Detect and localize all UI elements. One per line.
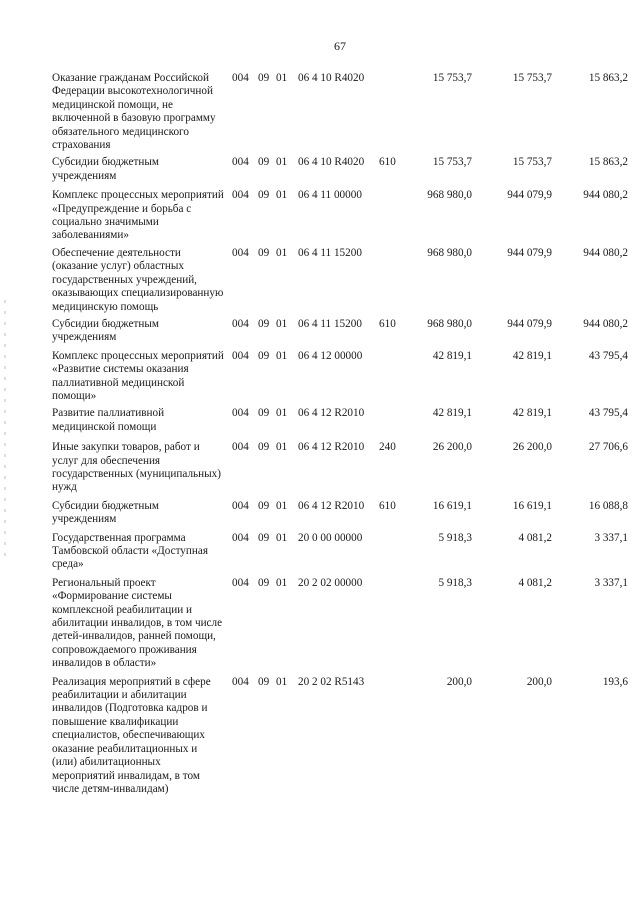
table-row [52, 532, 628, 572]
subsection-code: 01 [276, 246, 288, 259]
ministry-code: 004 [232, 246, 249, 259]
section-code: 09 [258, 407, 270, 420]
target-article-code: 06 4 12 R2010 [298, 407, 365, 420]
ministry-code: 004 [232, 576, 249, 589]
table-row [52, 318, 628, 345]
amount-year-1: 15 753,7 [432, 156, 472, 169]
subsection-code: 01 [276, 531, 288, 544]
ministry-code: 004 [232, 72, 249, 84]
table-row [52, 156, 628, 183]
row-name: Субсидии бюджетным учреждениям [52, 499, 159, 526]
amount-year-2: 200,0 [526, 675, 552, 688]
target-article-code: 06 4 12 00000 [298, 349, 363, 362]
target-article-code: 06 4 10 R4020 [298, 72, 365, 84]
ministry-code: 004 [232, 156, 249, 169]
subsection-code: 01 [276, 317, 288, 330]
subsection-code: 01 [276, 576, 288, 589]
amount-year-2: 944 079,9 [507, 246, 552, 259]
row-name: Иные закупки товаров, работ и услуг для обеспечения государственных (муниципальных) нужд [52, 441, 221, 494]
amount-year-2: 15 753,7 [512, 156, 552, 169]
amount-year-1: 15 753,7 [432, 72, 472, 84]
subsection-code: 01 [276, 189, 288, 202]
budget-table [52, 72, 628, 796]
amount-year-3: 43 795,4 [588, 407, 628, 420]
amount-year-3: 193,6 [602, 675, 628, 688]
amount-year-1: 200,0 [446, 675, 472, 688]
subsection-code: 01 [276, 441, 288, 454]
row-name: Региональный проект «Формирование системы комплексной реабилитации и абилитации инвалидов, в том числе детей-инвалидов, ранней помощи, сопровождаемого проживания инвалидов в области» [52, 576, 223, 670]
amount-year-3: 15 863,2 [588, 156, 628, 169]
table-row [52, 441, 628, 495]
target-article-code: 06 4 11 15200 [298, 317, 362, 330]
target-article-code: 06 4 12 R2010 [298, 499, 365, 512]
table-row [52, 407, 628, 434]
subsection-code: 01 [276, 156, 288, 169]
amount-year-3: 16 088,8 [588, 499, 628, 512]
amount-year-2: 4 081,2 [518, 576, 552, 589]
amount-year-2: 26 200,0 [512, 441, 552, 454]
section-code: 09 [258, 531, 270, 544]
amount-year-1: 968 980,0 [427, 317, 472, 330]
amount-year-1: 26 200,0 [432, 441, 472, 454]
target-article-code: 06 4 10 R4020 [298, 156, 365, 169]
expense-type-code: 610 [379, 499, 396, 512]
table-row [52, 247, 628, 314]
amount-year-1: 42 819,1 [432, 407, 472, 420]
amount-year-1: 16 619,1 [432, 499, 472, 512]
amount-year-2: 944 079,9 [507, 189, 552, 202]
table-row [52, 72, 628, 152]
amount-year-3: 3 337,1 [594, 576, 628, 589]
target-article-code: 20 0 00 00000 [298, 531, 363, 544]
row-name: Субсидии бюджетным учреждениям [52, 317, 159, 344]
ministry-code: 004 [232, 407, 249, 420]
amount-year-3: 3 337,1 [594, 531, 628, 544]
amount-year-1: 968 980,0 [427, 246, 472, 259]
ministry-code: 004 [232, 675, 249, 688]
section-code: 09 [258, 72, 270, 84]
page-number: 67 [334, 39, 346, 53]
ministry-code: 004 [232, 189, 249, 202]
table-row [52, 676, 628, 797]
amount-year-2: 42 819,1 [512, 407, 552, 420]
amount-year-3: 43 795,4 [588, 349, 628, 362]
amount-year-3: 944 080,2 [583, 189, 628, 202]
target-article-code: 06 4 11 00000 [298, 189, 362, 202]
ministry-code: 004 [232, 317, 249, 330]
table-row [52, 189, 628, 243]
target-article-code: 20 2 02 R5143 [298, 675, 365, 688]
expense-type-code: 610 [379, 156, 396, 169]
row-name: Обеспечение деятельности (оказание услуг) областных государственных учреждений, оказывающих специализированную медицинскую помощь [52, 246, 224, 313]
row-name: Развитие паллиативной медицинской помощи [52, 407, 165, 433]
row-name: Оказание гражданам Российской Федерации высокотехнологичной медицинской помощи, не включенной в базовую программу обязательного медицинского страхования [52, 72, 216, 152]
amount-year-1: 5 918,3 [438, 531, 472, 544]
section-code: 09 [258, 317, 270, 330]
ministry-code: 004 [232, 441, 249, 454]
target-article-code: 06 4 11 15200 [298, 246, 362, 259]
row-name: Государственная программа Тамбовской области «Доступная среда» [52, 531, 208, 571]
section-code: 09 [258, 246, 270, 259]
target-article-code: 06 4 12 R2010 [298, 441, 365, 454]
row-name: Комплекс процессных мероприятий «Предупреждение и борьба с социально значимыми заболеваниями» [52, 189, 224, 242]
amount-year-1: 968 980,0 [427, 189, 472, 202]
ministry-code: 004 [232, 531, 249, 544]
amount-year-2: 944 079,9 [507, 317, 552, 330]
subsection-code: 01 [276, 499, 288, 512]
row-name: Комплекс процессных мероприятий «Развитие системы оказания паллиативной медицинской помощи» [52, 349, 224, 402]
target-article-code: 20 2 02 00000 [298, 576, 363, 589]
amount-year-3: 27 706,6 [588, 441, 628, 454]
subsection-code: 01 [276, 675, 288, 688]
amount-year-1: 5 918,3 [438, 576, 472, 589]
amount-year-2: 16 619,1 [512, 499, 552, 512]
section-code: 09 [258, 441, 270, 454]
amount-year-3: 944 080,2 [583, 246, 628, 259]
section-code: 09 [258, 189, 270, 202]
amount-year-3: 944 080,2 [583, 317, 628, 330]
table-row [52, 577, 628, 671]
amount-year-2: 15 753,7 [512, 72, 552, 84]
table-row [52, 500, 628, 527]
subsection-code: 01 [276, 72, 288, 84]
section-code: 09 [258, 349, 270, 362]
ministry-code: 004 [232, 499, 249, 512]
section-code: 09 [258, 156, 270, 169]
subsection-code: 01 [276, 349, 288, 362]
section-code: 09 [258, 499, 270, 512]
row-name: Реализация мероприятий в сфере реабилитации и абилитации инвалидов (Подготовка кадров и повышение квалификации специалистов, обеспечивающих оказание реабилитационных и (или) абилитационных мероприятий инвалидам, в том числе детям-инвалидам) [52, 675, 211, 795]
ministry-code: 004 [232, 349, 249, 362]
subsection-code: 01 [276, 407, 288, 420]
section-code: 09 [258, 576, 270, 589]
row-name: Субсидии бюджетным учреждениям [52, 156, 159, 182]
amount-year-2: 4 081,2 [518, 531, 552, 544]
expense-type-code: 240 [379, 441, 396, 454]
amount-year-2: 42 819,1 [512, 349, 552, 362]
amount-year-1: 42 819,1 [432, 349, 472, 362]
section-code: 09 [258, 675, 270, 688]
margin-scan-marks [4, 300, 6, 560]
amount-year-3: 15 863,2 [588, 72, 628, 84]
table-row [52, 350, 628, 404]
expense-type-code: 610 [379, 317, 396, 330]
